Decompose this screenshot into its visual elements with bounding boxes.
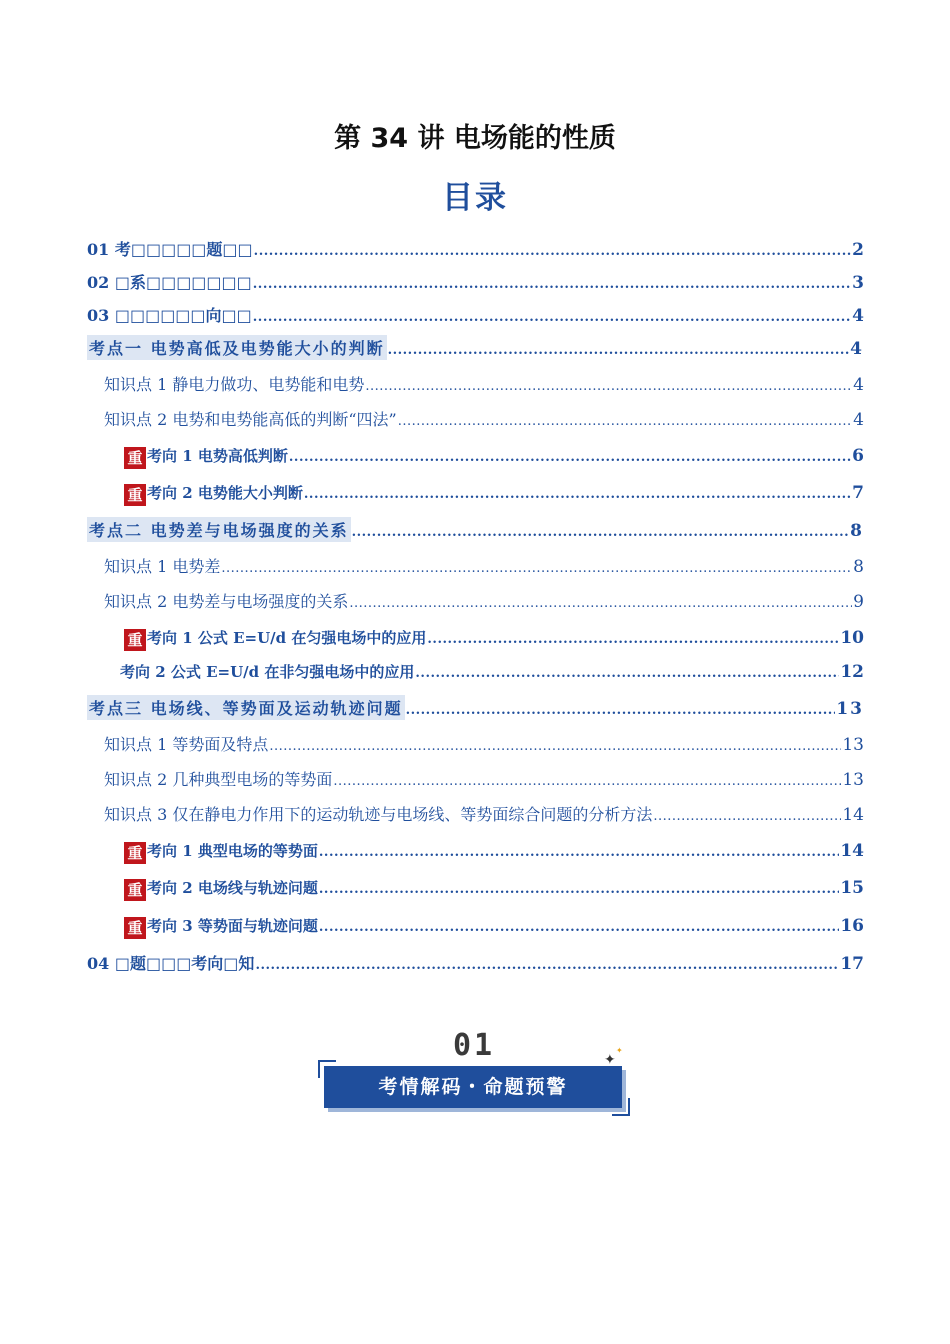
important-badge-icon: 重 <box>124 629 146 651</box>
toc-zhishidian[interactable]: 知识点 1 等势面及特点 ..... 13 <box>104 732 864 755</box>
toc-page-number: 14 <box>840 841 864 861</box>
toc-page-number: 13 <box>842 770 864 790</box>
toc-kaodian-2[interactable]: 考点二 电势差与电场强度的关系 ..... 8 <box>87 517 864 542</box>
toc-page-number: 12 <box>840 662 864 682</box>
toc-page-number: 4 <box>853 410 864 430</box>
toc-page-number: 14 <box>842 805 864 825</box>
important-badge-icon: 重 <box>124 842 146 864</box>
toc-kaoxiang[interactable]: 重 考向 1 公式 E=U/d 在匀强电场中的应用 ..... 10 <box>124 627 864 651</box>
toc-entry-04[interactable]: 04 □题□□□考向□知 ..... 17 <box>87 951 864 974</box>
important-badge-icon: 重 <box>124 917 146 939</box>
toc-kaoxiang[interactable]: 重 考向 1 电势高低判断 ..... 6 <box>124 445 864 469</box>
toc-kaoxiang[interactable]: 重 考向 1 典型电场的等势面 ..... 14 <box>124 840 864 864</box>
toc-zhishidian[interactable]: 知识点 2 电势差与电场强度的关系 ..... 9 <box>104 589 864 612</box>
important-badge-icon: 重 <box>124 879 146 901</box>
toc-zhishidian[interactable]: 知识点 1 电势差 ..... 8 <box>104 554 864 577</box>
toc-kaoxiang[interactable]: 重 考向 2 电场线与轨迹问题 ..... 15 <box>124 877 864 901</box>
toc-zhishidian[interactable]: 知识点 2 几种典型电场的等势面 ..... 13 <box>104 767 864 790</box>
corner-bracket-decoration <box>612 1098 630 1116</box>
toc-page-number: 13 <box>836 699 864 719</box>
toc-page-number: 9 <box>853 592 864 612</box>
toc-page-number: 8 <box>850 521 864 541</box>
section-banner <box>314 1028 634 1118</box>
toc-kaoxiang[interactable]: 重 考向 2 电势能大小判断 ..... 7 <box>124 482 864 506</box>
toc-page-number: 2 <box>852 240 864 260</box>
toc-page-number: 3 <box>852 273 864 293</box>
section-number: 01 <box>452 1028 496 1063</box>
toc-kaoxiang[interactable]: 重 考向 3 等势面与轨迹问题 ..... 16 <box>124 915 864 939</box>
section-label: 考情解码・命题预警 <box>378 1076 568 1098</box>
important-badge-icon: 重 <box>124 447 146 469</box>
toc-page-number: 15 <box>840 878 864 898</box>
toc-page-number: 4 <box>852 306 864 326</box>
toc-kaodian-1[interactable]: 考点一 电势高低及电势能大小的判断 ..... 4 <box>87 335 864 360</box>
toc-kaoxiang[interactable]: 考向 2 公式 E=U/d 在非匀强电场中的应用 ..... 12 <box>120 661 864 682</box>
toc-entry-02[interactable]: 02 □系□□□□□□□ ..... 3 <box>87 270 864 293</box>
toc-page-number: 17 <box>840 954 864 974</box>
page-title: 第 34 讲 电场能的性质 <box>334 123 616 154</box>
toc-zhishidian[interactable]: 知识点 1 静电力做功、电势能和电势 ..... 4 <box>104 372 864 395</box>
sparkle-small-icon: ✦ <box>616 1046 623 1055</box>
toc-page-number: 13 <box>842 735 864 755</box>
toc-page-number: 4 <box>853 375 864 395</box>
toc-page-number: 7 <box>852 483 864 503</box>
toc-entry-01[interactable]: 01 考□□□□□题□□ ..... 2 <box>87 237 864 260</box>
toc-page-number: 8 <box>853 557 864 577</box>
toc-entry-03[interactable]: 03 □□□□□□向□□ ..... 4 <box>87 303 864 326</box>
toc-zhishidian[interactable]: 知识点 2 电势和电势能高低的判断“四法” ..... 4 <box>104 407 864 430</box>
toc-page-number: 6 <box>852 446 864 466</box>
important-badge-icon: 重 <box>124 484 146 506</box>
toc-page-number: 10 <box>840 628 864 648</box>
toc-kaodian-3[interactable]: 考点三 电场线、等势面及运动轨迹问题 ..... 13 <box>87 695 864 720</box>
sparkle-icon: ✦ <box>604 1052 616 1068</box>
toc-page-number: 16 <box>840 916 864 936</box>
toc-zhishidian[interactable]: 知识点 3 仅在静电力作用下的运动轨迹与电场线、等势面综合问题的分析方法 ..... 14 <box>104 802 864 825</box>
toc-heading: 目录 <box>442 180 508 216</box>
toc-page-number: 4 <box>850 339 864 359</box>
